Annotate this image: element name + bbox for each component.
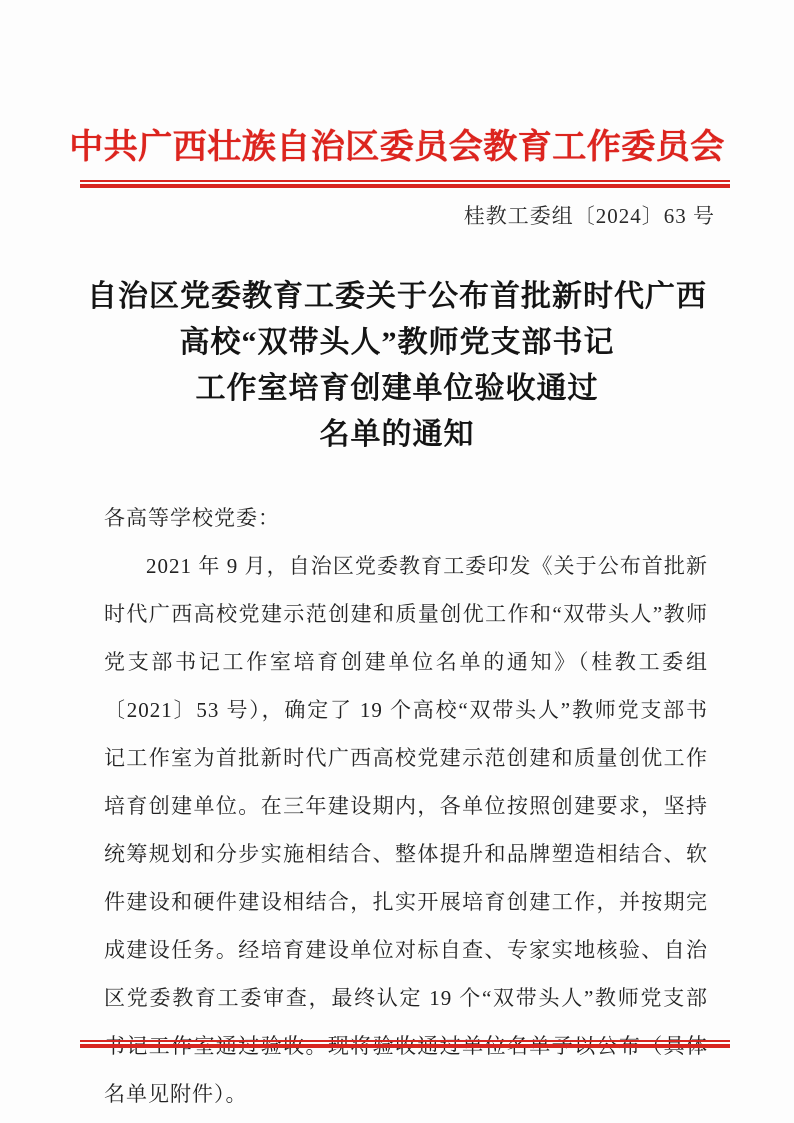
document-title <box>0 274 794 458</box>
footer-red-divider <box>80 1040 730 1048</box>
header-org-title: 中共广西壮族自治区委员会教育工作委员会 <box>69 129 725 166</box>
document-title-line-3: 工作室培育创建单位验收通过 <box>195 371 599 405</box>
header-red-divider <box>80 180 730 188</box>
body-paragraph: 2021 年 9 月，自治区党委教育工委印发《关于公布首批新时代广西高校党建示范创建和质量创优工作和“双带头人”教师党支部书记工作室培育创建单位名单的通知》（桂教工委组〔2021〕53 号），确定了 19 个高校“双带头人”教师党支部书记工作室为首批新时代广西高校党建示范创建和质量创优工作培育创建单位。在三年建设期内，各单位按照创建要求，坚持统筹规划和分步实施相结合、整体提升和品牌塑造相结合、软件建设和硬件建设相结合，扎实开展培育创建工作，并按期完成建设任务。经培育建设单位对标自查、专家实地核验、自治区党委教育工委审查，最终认定 19 个“双带头人”教师党支部书记工作室通过验收。现将验收通过单位名单予以公布（具体名单见附件）。 <box>104 553 708 1106</box>
document-title-line-2: 高校“双带头人”教师党支部书记 <box>179 325 615 359</box>
salutation: 各高等学校党委： <box>104 505 280 530</box>
document-title-line-4: 名单的通知 <box>319 417 475 451</box>
document-number: 桂教工委组〔2024〕63 号 <box>463 203 715 228</box>
document-title-line-1: 自治区党委教育工委关于公布首批新时代广西 <box>87 279 707 313</box>
document-body <box>0 494 794 1118</box>
